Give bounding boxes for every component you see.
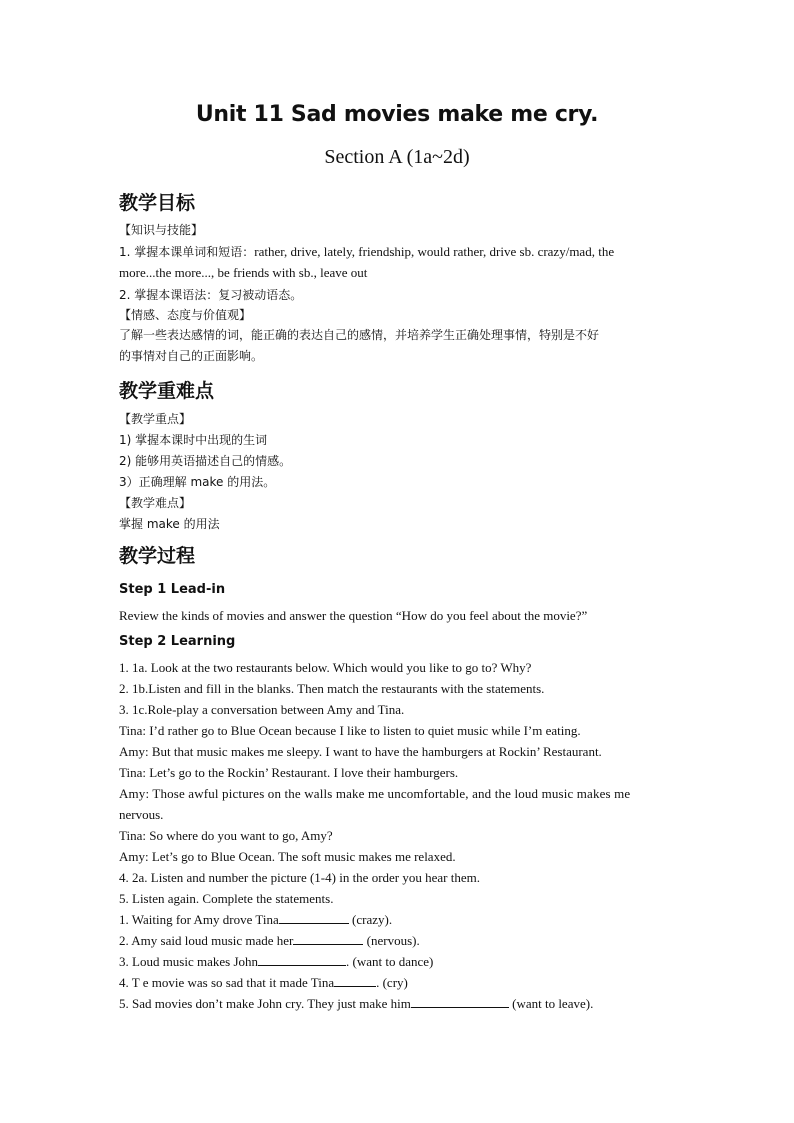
fill-blank-statement — [119, 952, 679, 972]
fill-blank-statement — [119, 931, 679, 951]
answer-blank[interactable] — [411, 995, 509, 1008]
statement-hint: (nervous). — [363, 933, 420, 948]
objective-item-1-continued: more...the more..., be friends with sb., leave out — [119, 265, 368, 280]
focus-item-3: 3）正确理解 make 的用法。 — [119, 475, 276, 489]
statement-text: 3. Loud music makes John — [119, 954, 259, 969]
attitude-text-line-1: 了解一些表达感情的词，能正确的表达自己的感情，并培养学生正确处理事情，特别是不好 — [119, 328, 600, 342]
dialogue-line: Amy: Let’s go to Blue Ocean. The soft music makes me relaxed. — [119, 849, 456, 864]
key-points-heading: 教学重难点 — [119, 380, 215, 402]
knowledge-label: 【知识与技能】 — [119, 223, 204, 237]
objective-item-2: 2. 掌握本课语法：复习被动语态。 — [119, 288, 303, 302]
learning-line: 1. 1a. Look at the two restaurants below. Which would you like to go to? Why? — [119, 660, 532, 675]
statement-text: 1. Waiting for Amy drove Tina — [119, 912, 279, 927]
attitude-text-line-2: 的事情对自己的正面影响。 — [119, 349, 264, 363]
dialogue-line: Tina: I’d rather go to Blue Ocean because I like to listen to quiet music while I’m eating. — [119, 723, 581, 738]
fill-blank-statement — [119, 910, 679, 930]
objective-item-1 — [119, 242, 679, 262]
statement-text: 2. Amy said loud music made her — [119, 933, 294, 948]
focus-label: 【教学重点】 — [119, 412, 192, 426]
answer-blank[interactable] — [279, 911, 349, 924]
focus-item-2: 2) 能够用英语描述自己的情感。 — [119, 454, 292, 468]
answer-blank[interactable] — [293, 932, 363, 945]
attitude-label: 【情感、态度与价值观】 — [119, 308, 252, 322]
learning-line: 2. 1b.Listen and fill in the blanks. Then match the restaurants with the statements. — [119, 681, 545, 696]
statement-text: 5. Sad movies don’t make John cry. They just make him — [119, 996, 411, 1011]
fill-blank-statement — [119, 994, 679, 1014]
statement-hint: (want to leave). — [508, 996, 594, 1011]
fill-blank-statement — [119, 973, 679, 993]
statement-hint: . (want to dance) — [346, 954, 434, 969]
page-title: Unit 11 Sad movies make me cry. — [195, 102, 599, 127]
learning-line: 4. 2a. Listen and number the picture (1-4) in the order you hear them. — [119, 870, 480, 885]
section-subtitle: Section A (1a~2d) — [324, 146, 470, 168]
objectives-heading: 教学目标 — [119, 192, 196, 214]
answer-blank[interactable] — [258, 953, 346, 966]
step-1-title: Step 1 Lead-in — [119, 582, 226, 597]
step-2-title: Step 2 Learning — [119, 634, 236, 649]
dialogue-line: Amy: Those awful pictures on the walls make me uncomfortable, and the loud music makes me — [119, 786, 631, 801]
learning-line: 5. Listen again. Complete the statements. — [119, 891, 334, 906]
objective-item-1-prefix: 1. 掌握本课单词和短语： — [119, 245, 255, 259]
dialogue-line: Tina: Let’s go to the Rockin’ Restaurant. I love their hamburgers. — [119, 765, 459, 780]
answer-blank[interactable] — [334, 974, 376, 987]
statement-hint: . (cry) — [376, 975, 408, 990]
focus-item-1: 1) 掌握本课时中出现的生词 — [119, 433, 268, 447]
objective-item-1-text: rather, drive, lately, friendship, would rather, drive sb. crazy/mad, the — [254, 244, 615, 259]
dialogue-line: Amy: But that music makes me sleepy. I want to have the hamburgers at Rockin’ Restaurant. — [119, 744, 602, 759]
learning-line: 3. 1c.Role-play a conversation between Amy and Tina. — [119, 702, 405, 717]
difficulty-label: 【教学难点】 — [119, 496, 192, 510]
process-heading: 教学过程 — [119, 545, 196, 567]
dialogue-line: nervous. — [119, 807, 164, 822]
step-1-text: Review the kinds of movies and answer the question “How do you feel about the movie?” — [119, 608, 588, 623]
statement-text: 4. T e movie was so sad that it made Tina — [119, 975, 335, 990]
statement-hint: (crazy). — [348, 912, 393, 927]
dialogue-line: Tina: So where do you want to go, Amy? — [119, 828, 333, 843]
difficulty-item-1: 掌握 make 的用法 — [119, 517, 220, 531]
